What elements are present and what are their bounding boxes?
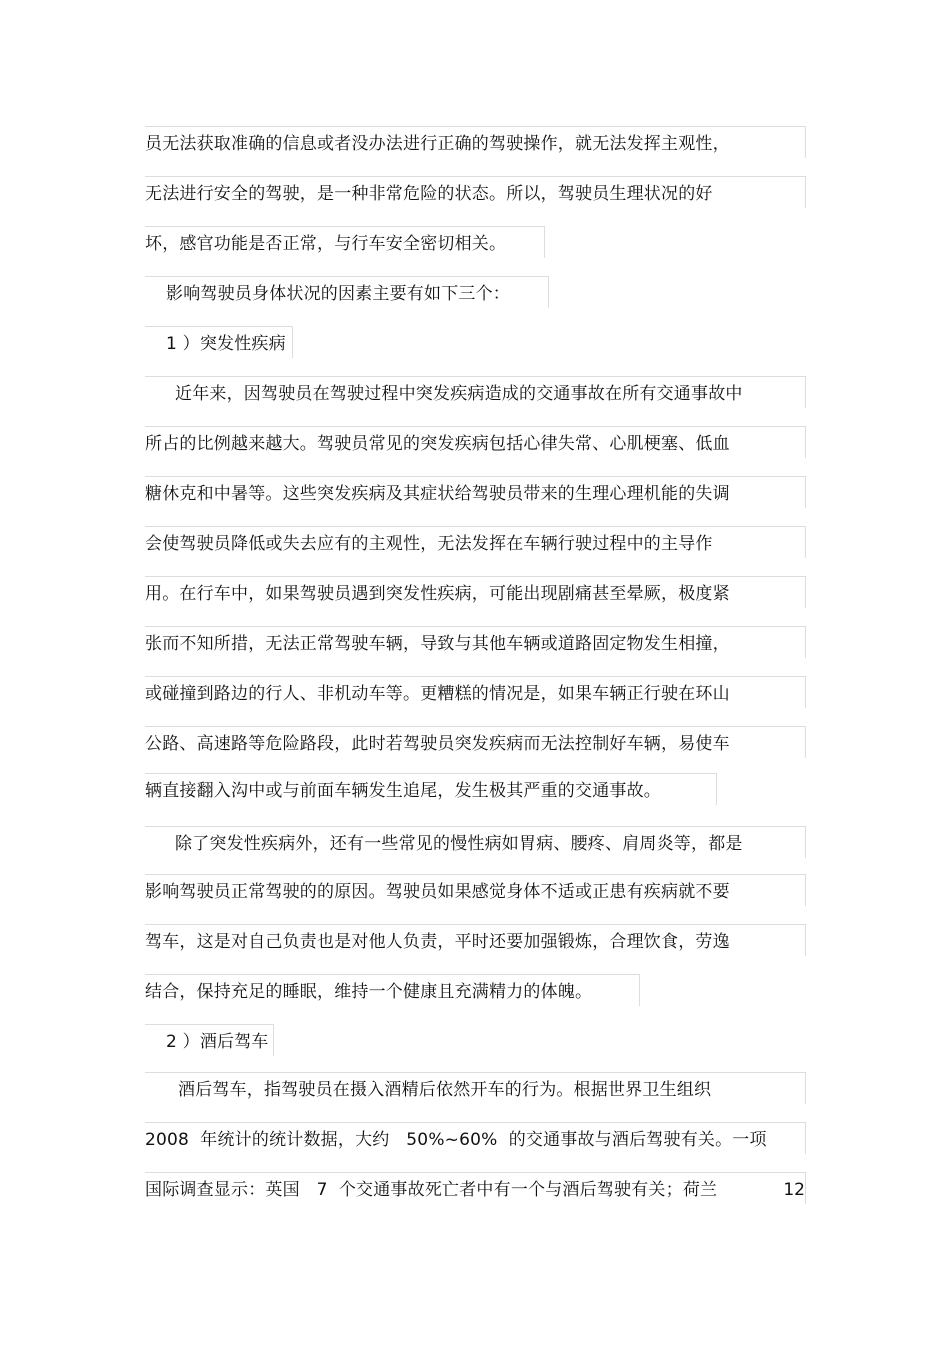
text-line: 张而不知所措，无法正常驾驶车辆，导致与其他车辆或道路固定物发生相撞， bbox=[145, 634, 730, 654]
text-line: 员无法获取准确的信息或者没办法进行正确的驾驶操作，就无法发挥主观性， bbox=[145, 134, 730, 154]
text-line: 国际调查显示：英国 7 个交通事故死亡者中有一个与酒后驾驶有关；荷兰 bbox=[145, 1180, 718, 1200]
text-line: 影响驾驶员身体状况的因素主要有如下三个： bbox=[166, 284, 510, 304]
page-number: 12 bbox=[783, 1180, 805, 1200]
text-line: 影响驾驶员正常驾驶的的原因。驾驶员如果感觉身体不适或正患有疾病就不要 bbox=[145, 882, 730, 902]
text-line: 辆直接翻入沟中或与前面车辆发生追尾，发生极其严重的交通事故。 bbox=[145, 781, 661, 801]
text-line: 近年来，因驾驶员在驾驶过程中突发疾病造成的交通事故在所有交通事故中 bbox=[175, 384, 743, 404]
text-line: 所占的比例越来越大。驾驶员常见的突发疾病包括心律失常、心肌梗塞、低血 bbox=[145, 434, 730, 454]
text-line: 酒后驾车，指驾驶员在摄入酒精后依然开车的行为。根据世界卫生组织 bbox=[178, 1080, 712, 1100]
text-line: 驾车，这是对自己负责也是对他人负责，平时还要加强锻炼，合理饮食，劳逸 bbox=[145, 932, 730, 952]
text-line: 会使驾驶员降低或失去应有的主观性，无法发挥在车辆行驶过程中的主导作 bbox=[145, 534, 713, 554]
heading-line: 2 ）酒后驾车 bbox=[166, 1032, 269, 1052]
text-line: 糖休克和中暑等。这些突发疾病及其症状给驾驶员带来的生理心理机能的失调 bbox=[145, 484, 730, 504]
text-line: 除了突发性疾病外，还有一些常见的慢性病如胃病、腰疼、肩周炎等，都是 bbox=[175, 834, 743, 854]
text-line: 公路、高速路等危险路段，此时若驾驶员突发疾病而无法控制好车辆，易使车 bbox=[145, 734, 730, 754]
text-line: 2008 年统计的统计数据，大约 50%~60% 的交通事故与酒后驾驶有关。一项 bbox=[145, 1130, 767, 1150]
text-line: 用。在行车中，如果驾驶员遇到突发性疾病，可能出现剧痛甚至晕厥，极度紧 bbox=[145, 584, 730, 604]
text-line: 或碰撞到路边的行人、非机动车等。更糟糕的情况是，如果车辆正行驶在环山 bbox=[145, 684, 730, 704]
text-line: 坏，感官功能是否正常，与行车安全密切相关。 bbox=[145, 234, 507, 254]
text-line: 无法进行安全的驾驶，是一种非常危险的状态。所以，驾驶员生理状况的好 bbox=[145, 184, 713, 204]
heading-line: 1 ）突发性疾病 bbox=[166, 334, 286, 354]
text-line: 结合，保持充足的睡眠，维持一个健康且充满精力的体魄。 bbox=[145, 982, 593, 1002]
